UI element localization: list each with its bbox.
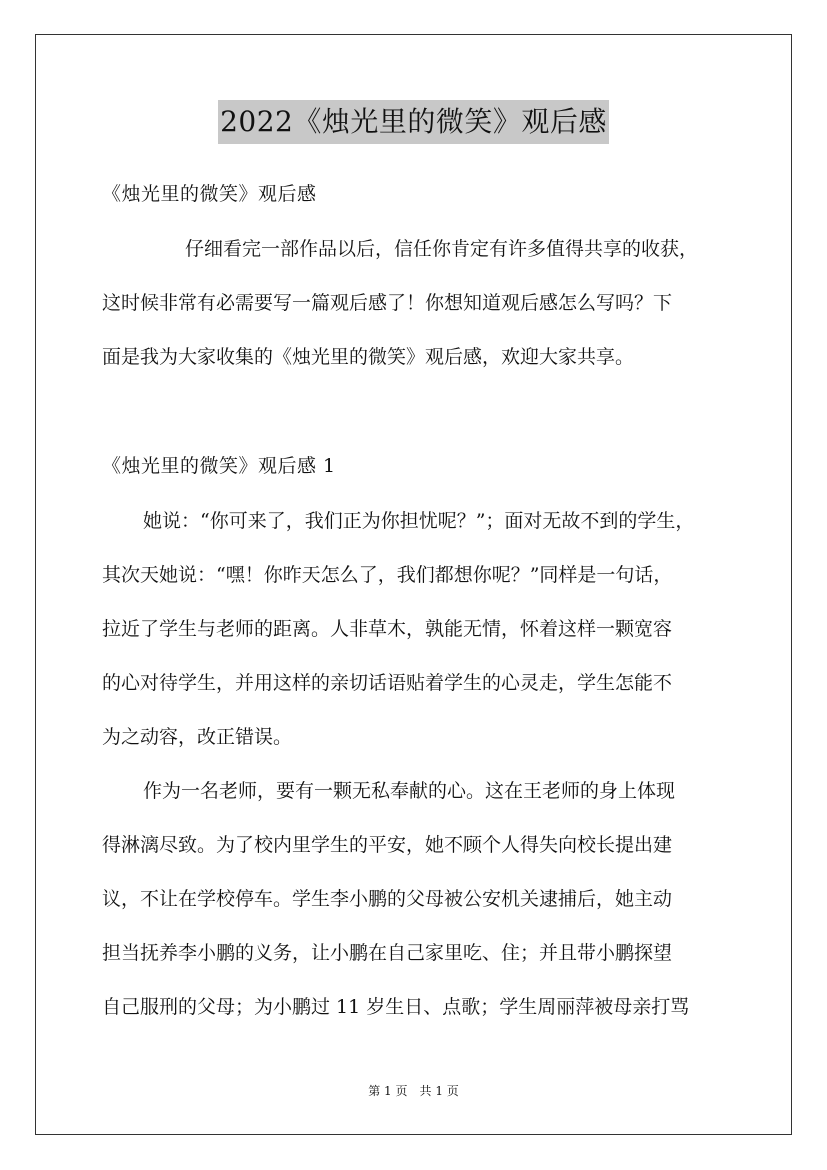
- paragraph-line: 议，不让在学校停车。学生李小鹏的父母被公安机关逮捕后，她主动: [102, 888, 673, 910]
- title-wrap: [0, 100, 827, 144]
- paragraph-line: 担当抚养李小鹏的义务，让小鹏在自己家里吃、住；并且带小鹏探望: [102, 942, 673, 964]
- paragraph-line: 拉近了学生与老师的距离。人非草木，孰能无情，怀着这样一颗宽容: [102, 618, 673, 640]
- paragraph-line: 得淋漓尽致。为了校内里学生的平安，她不顾个人得失向校长提出建: [102, 834, 673, 856]
- paragraph-line: 作为一名老师，要有一颗无私奉献的心。这在王老师的身上体现: [143, 780, 676, 802]
- page-footer: 第 1 页 共 1 页: [368, 1084, 459, 1098]
- paragraph-line: 为之动容，改正错误。: [102, 726, 293, 748]
- document-title: 2022《烛光里的微笑》观后感: [218, 100, 609, 144]
- intro-line: 仔细看完一部作品以后，信任你肯定有许多值得共享的收获，: [185, 238, 699, 260]
- intro-line: 面是我为大家收集的《烛光里的微笑》观后感，欢迎大家共享。: [102, 346, 635, 368]
- paragraph-line: 自己服刑的父母；为小鹏过 11 岁生日、点歌；学生周丽萍被母亲打骂: [102, 996, 690, 1018]
- section-title: 《烛光里的微笑》观后感 1: [102, 455, 336, 477]
- paragraph-line: 她说：“你可来了，我们正为你担忧呢？”；面对无故不到的学生，: [143, 510, 695, 532]
- intro-line: 这时候非常有必需要写一篇观后感了！你想知道观后感怎么写吗？下: [102, 292, 673, 314]
- paragraph-line: 其次天她说：“嘿！你昨天怎么了，我们都想你呢？”同样是一句话，: [102, 564, 673, 586]
- document-subtitle: 《烛光里的微笑》观后感: [102, 183, 317, 205]
- paragraph-line: 的心对待学生，并用这样的亲切话语贴着学生的心灵走，学生怎能不: [102, 672, 673, 694]
